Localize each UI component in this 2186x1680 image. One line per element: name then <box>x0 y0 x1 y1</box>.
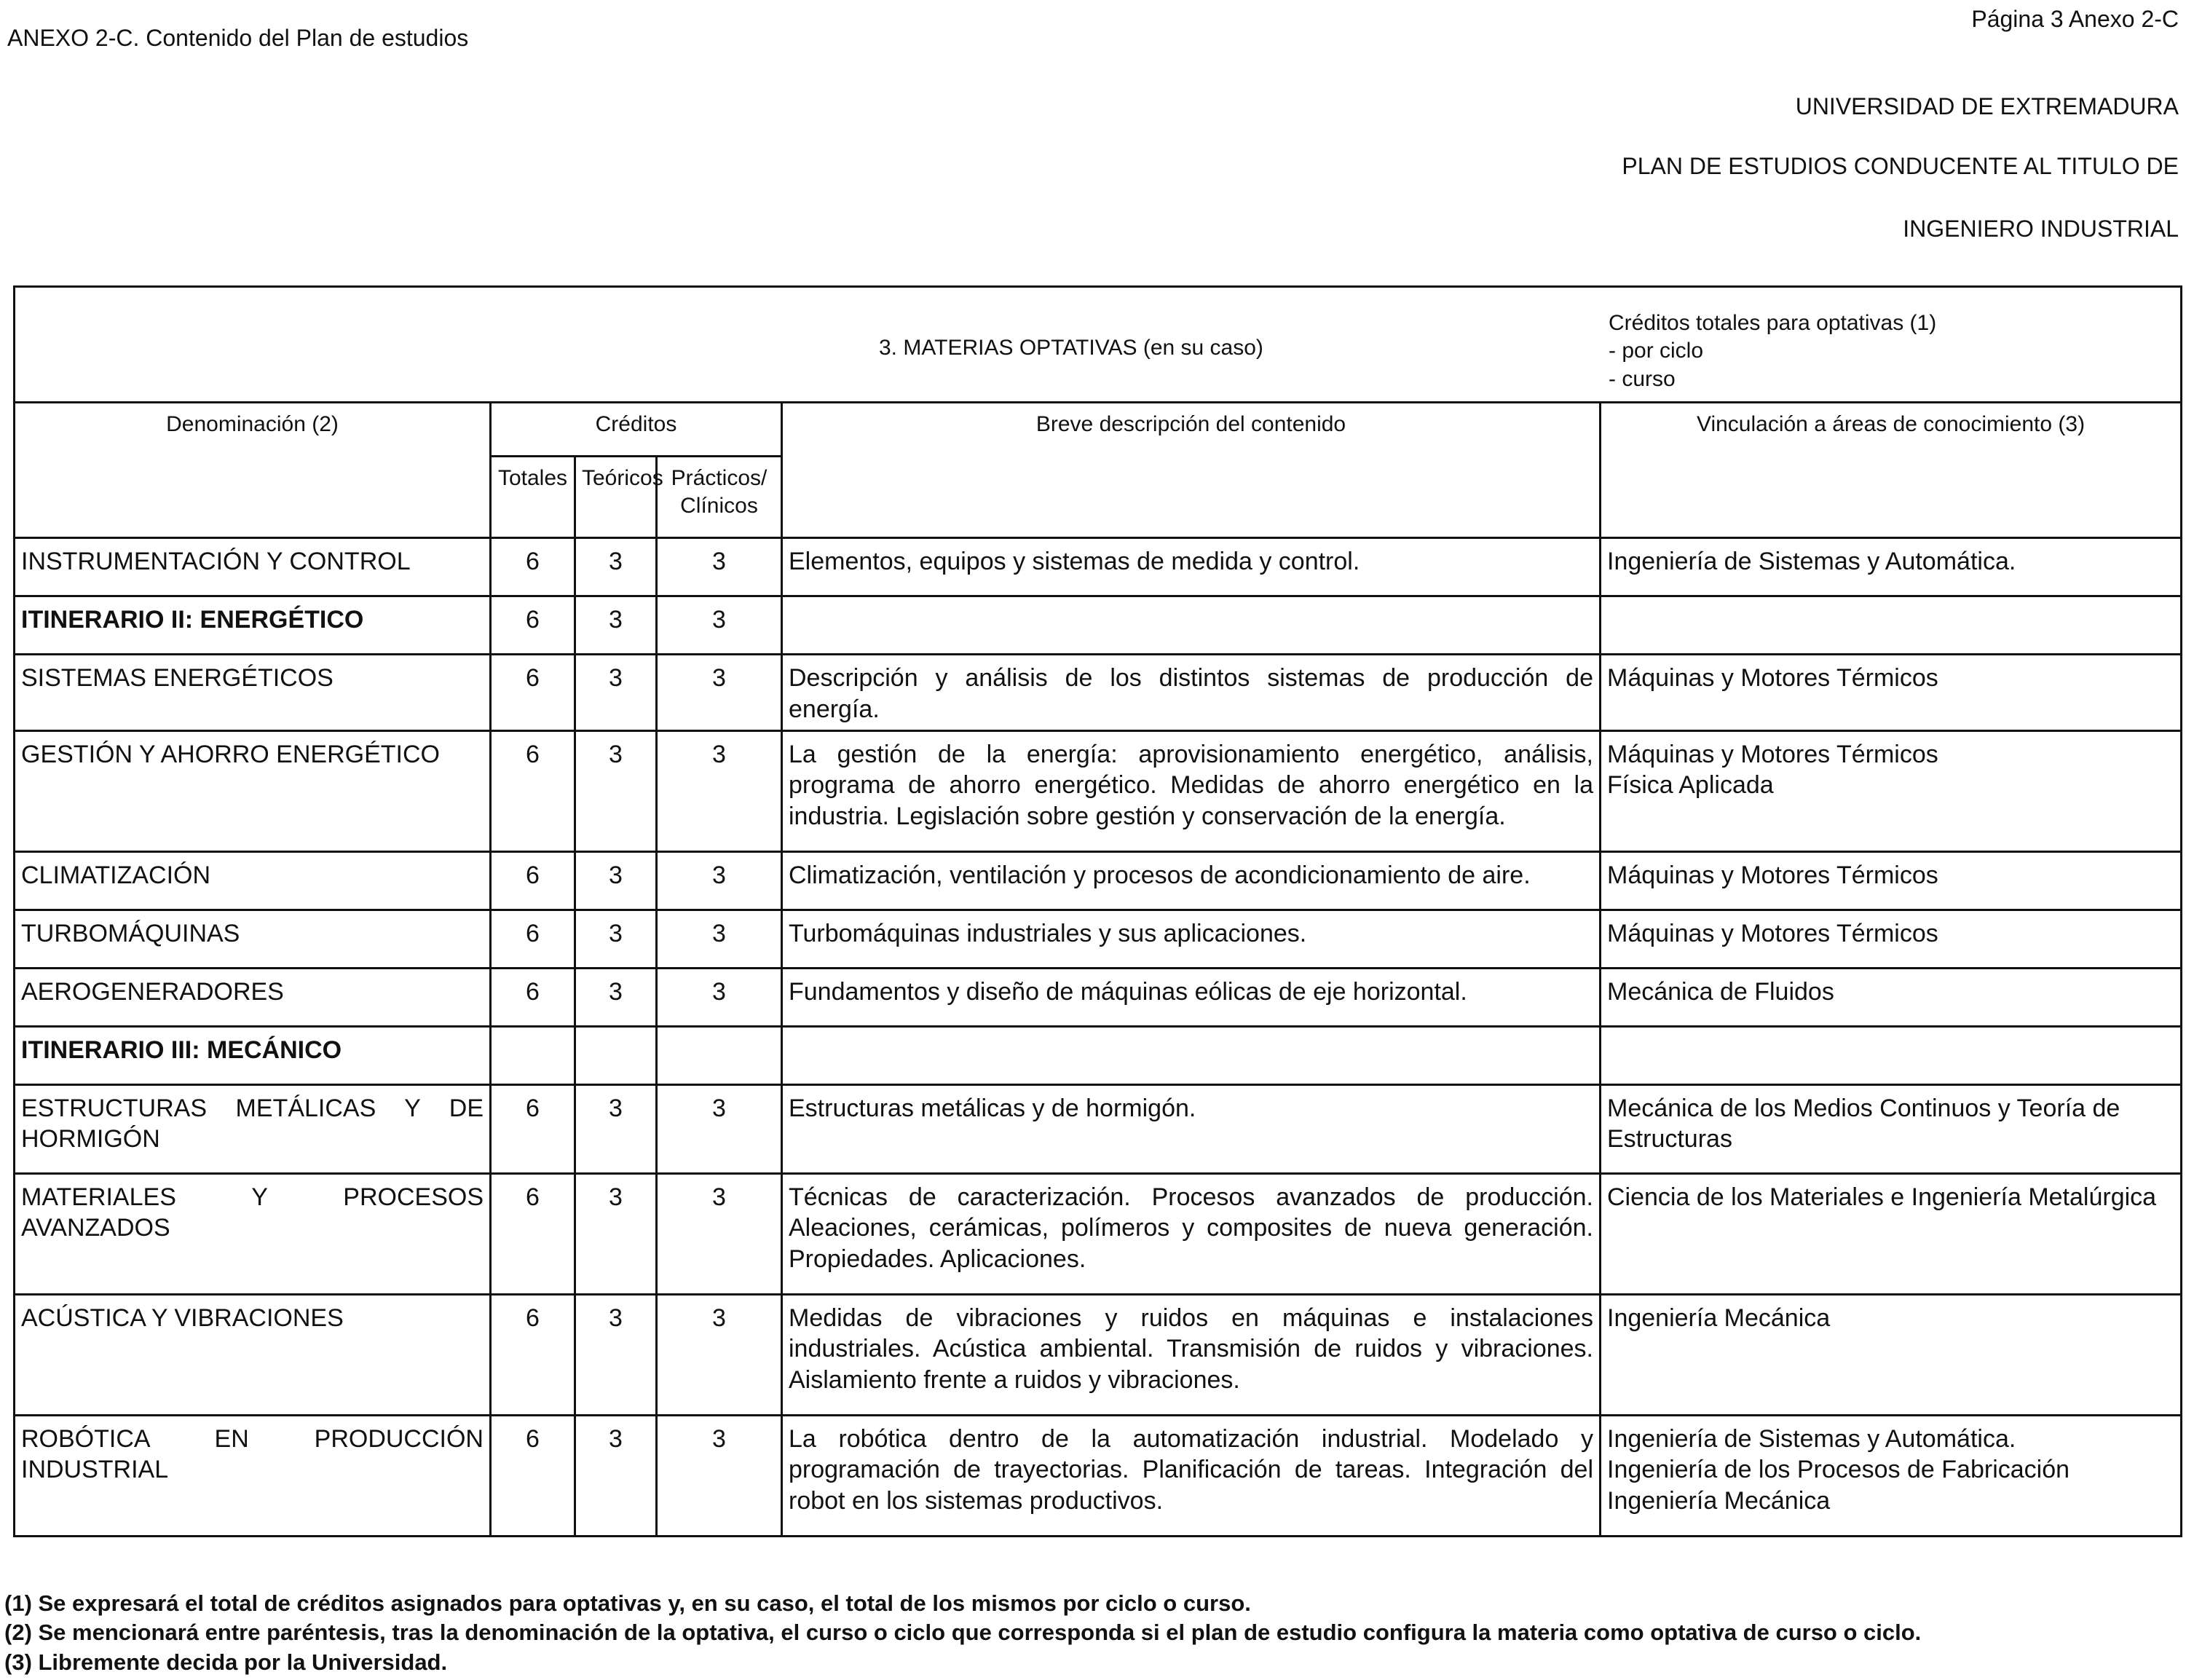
credits-practice-cell: 3 <box>657 538 782 596</box>
table-row <box>15 968 2182 1026</box>
column-header-description: Breve descripción del contenido <box>782 403 1601 538</box>
credits-practice-cell: 3 <box>657 1294 782 1415</box>
description-cell <box>782 596 1601 655</box>
description-cell: Climatización, ventilación y procesos de acondicionamiento de aire. <box>782 851 1601 910</box>
knowledge-area-cell: Ingeniería Mecánica <box>1601 1294 2182 1415</box>
description-cell: Fundamentos y diseño de máquinas eólicas de eje horizontal. <box>782 968 1601 1026</box>
credits-practice-cell: 3 <box>657 968 782 1026</box>
credits-theory-cell: 3 <box>575 538 657 596</box>
knowledge-area-cell: Ciencia de los Materiales e Ingeniería Metalúrgica <box>1601 1173 2182 1294</box>
footnote: (3) Libremente decida por la Universidad. <box>4 1649 448 1675</box>
subject-name-cell: INSTRUMENTACIÓN Y CONTROL <box>15 538 491 596</box>
subject-name-cell: AEROGENERADORES <box>15 968 491 1026</box>
credits-total-cell: 6 <box>491 1084 575 1173</box>
credits-total-cell <box>491 1026 575 1084</box>
subject-name-cell: CLIMATIZACIÓN <box>15 851 491 910</box>
credits-practice-cell: 3 <box>657 655 782 731</box>
document-header-left: ANEXO 2-C. Contenido del Plan de estudios <box>7 25 469 51</box>
description-cell: Elementos, equipos y sistemas de medida y control. <box>782 538 1601 596</box>
page-number: Página 3 Anexo 2-C <box>1971 6 2179 32</box>
description-cell: Descripción y análisis de los distintos sistemas de producción de energía. <box>782 655 1601 731</box>
table-row <box>15 596 2182 655</box>
section-title: 3. MATERIAS OPTATIVAS (en su caso) <box>879 336 1263 360</box>
subject-name-cell: TURBOMÁQUINAS <box>15 910 491 968</box>
optional-subjects-table <box>13 285 2182 1537</box>
table-row <box>15 1173 2182 1294</box>
credits-total-cell: 6 <box>491 851 575 910</box>
subject-name-cell: ACÚSTICA Y VIBRACIONES <box>15 1294 491 1415</box>
credits-theory-cell: 3 <box>575 596 657 655</box>
description-cell: Turbomáquinas industriales y sus aplicaciones. <box>782 910 1601 968</box>
credits-theory-cell: 3 <box>575 851 657 910</box>
total-credits-line: - curso <box>1609 366 1676 391</box>
credits-theory-cell <box>575 1026 657 1084</box>
description-cell <box>782 1026 1601 1084</box>
credits-total-cell: 6 <box>491 1415 575 1536</box>
table-body <box>15 538 2182 1537</box>
credits-total-cell: 6 <box>491 1173 575 1294</box>
description-cell: Estructuras metálicas y de hormigón. <box>782 1084 1601 1173</box>
knowledge-area-cell <box>1601 596 2182 655</box>
credits-total-cell: 6 <box>491 1294 575 1415</box>
knowledge-area-cell: Mecánica de los Medios Continuos y Teoría de Estructuras <box>1601 1084 2182 1173</box>
knowledge-area-cell <box>1601 1026 2182 1084</box>
subject-name-cell: GESTIÓN Y AHORRO ENERGÉTICO <box>15 730 491 851</box>
table-row <box>15 538 2182 596</box>
degree-title: INGENIERO INDUSTRIAL <box>1903 216 2179 242</box>
table-row <box>15 655 2182 731</box>
credits-theory-cell: 3 <box>575 1415 657 1536</box>
column-header-credits: Créditos <box>491 403 782 457</box>
knowledge-area-cell: Máquinas y Motores Térmicos <box>1601 910 2182 968</box>
knowledge-area-cell: Ingeniería de Sistemas y Automática. <box>1601 538 2182 596</box>
column-header-teoricos: Teóricos <box>575 457 657 538</box>
credits-theory-cell: 3 <box>575 1294 657 1415</box>
table-row <box>15 1084 2182 1173</box>
credits-theory-cell: 3 <box>575 730 657 851</box>
column-header-name: Denominación (2) <box>15 403 491 538</box>
column-header-totales: Totales <box>491 457 575 538</box>
credits-practice-cell: 3 <box>657 730 782 851</box>
credits-total-cell: 6 <box>491 538 575 596</box>
credits-practice-cell: 3 <box>657 1084 782 1173</box>
credits-total-cell: 6 <box>491 655 575 731</box>
footnote: (2) Se mencionará entre paréntesis, tras la denominación de la optativa, el curso o ciclo que corresponda si el plan de estudio configura la materia como optativa de curso o ciclo. <box>4 1620 1922 1646</box>
knowledge-area-cell: Mecánica de Fluidos <box>1601 968 2182 1026</box>
credits-practice-cell <box>657 1026 782 1084</box>
credits-practice-cell: 3 <box>657 1415 782 1536</box>
table-row <box>15 730 2182 851</box>
description-cell: Técnicas de caracterización. Procesos avanzados de producción. Aleaciones, cerámicas, polímeros y composites de nueva generación. Propiedades. Aplicaciones. <box>782 1173 1601 1294</box>
credits-total-cell: 6 <box>491 596 575 655</box>
description-cell: La robótica dentro de la automatización industrial. Modelado y programación de trayectorias. Planificación de tareas. Integración del robot en los sistemas productivos. <box>782 1415 1601 1536</box>
total-credits-line: - por ciclo <box>1609 339 1704 363</box>
credits-theory-cell: 3 <box>575 1173 657 1294</box>
table-row <box>15 1026 2182 1084</box>
description-cell: La gestión de la energía: aprovisionamiento energético, análisis, programa de ahorro energético. Medidas de ahorro energético en la industria. Legislación sobre gestión y conservación de la energía. <box>782 730 1601 851</box>
knowledge-area-cell: Ingeniería de Sistemas y Automática. Ingeniería de los Procesos de Fabricación Ingeniería Mecánica <box>1601 1415 2182 1536</box>
knowledge-area-cell: Máquinas y Motores Térmicos <box>1601 655 2182 731</box>
credits-theory-cell: 3 <box>575 1084 657 1173</box>
university-name: UNIVERSIDAD DE EXTREMADURA <box>1795 93 2179 119</box>
credits-theory-cell: 3 <box>575 968 657 1026</box>
subject-name-cell: ESTRUCTURAS METÁLICAS Y DE HORMIGÓN <box>15 1084 491 1173</box>
table-row <box>15 910 2182 968</box>
description-cell: Medidas de vibraciones y ruidos en máquinas e instalaciones industriales. Acústica ambiental. Transmisión de ruidos y vibraciones. Aislamiento frente a ruidos y vibraciones. <box>782 1294 1601 1415</box>
subject-name-cell: SISTEMAS ENERGÉTICOS <box>15 655 491 731</box>
column-header-areas: Vinculación a áreas de conocimiento (3) <box>1601 403 2182 538</box>
footnote: (1) Se expresará el total de créditos asignados para optativas y, en su caso, el total de los mismos por ciclo o curso. <box>4 1590 1251 1616</box>
knowledge-area-cell: Máquinas y Motores Térmicos Física Aplicada <box>1601 730 2182 851</box>
credits-practice-cell: 3 <box>657 851 782 910</box>
subject-name-cell: MATERIALES Y PROCESOS AVANZADOS <box>15 1173 491 1294</box>
knowledge-area-cell: Máquinas y Motores Térmicos <box>1601 851 2182 910</box>
table-row <box>15 1294 2182 1415</box>
credits-total-cell: 6 <box>491 968 575 1026</box>
subject-name-cell: ROBÓTICA EN PRODUCCIÓN INDUSTRIAL <box>15 1415 491 1536</box>
column-header-practicos: Prácticos/ Clínicos <box>657 457 782 538</box>
total-credits-line: Créditos totales para optativas (1) <box>1609 311 1937 335</box>
credits-total-cell: 6 <box>491 910 575 968</box>
subject-name-cell: ITINERARIO III: MECÁNICO <box>15 1026 491 1084</box>
credits-total-cell: 6 <box>491 730 575 851</box>
table-row <box>15 1415 2182 1536</box>
subject-name-cell: ITINERARIO II: ENERGÉTICO <box>15 596 491 655</box>
table-row <box>15 851 2182 910</box>
total-credits-note <box>1609 309 1936 393</box>
credits-theory-cell: 3 <box>575 910 657 968</box>
footnotes <box>4 1589 1921 1677</box>
credits-theory-cell: 3 <box>575 655 657 731</box>
credits-practice-cell: 3 <box>657 1173 782 1294</box>
credits-practice-cell: 3 <box>657 596 782 655</box>
section-header-cell <box>15 287 2182 403</box>
credits-practice-cell: 3 <box>657 910 782 968</box>
plan-title: PLAN DE ESTUDIOS CONDUCENTE AL TITULO DE <box>1622 153 2179 179</box>
